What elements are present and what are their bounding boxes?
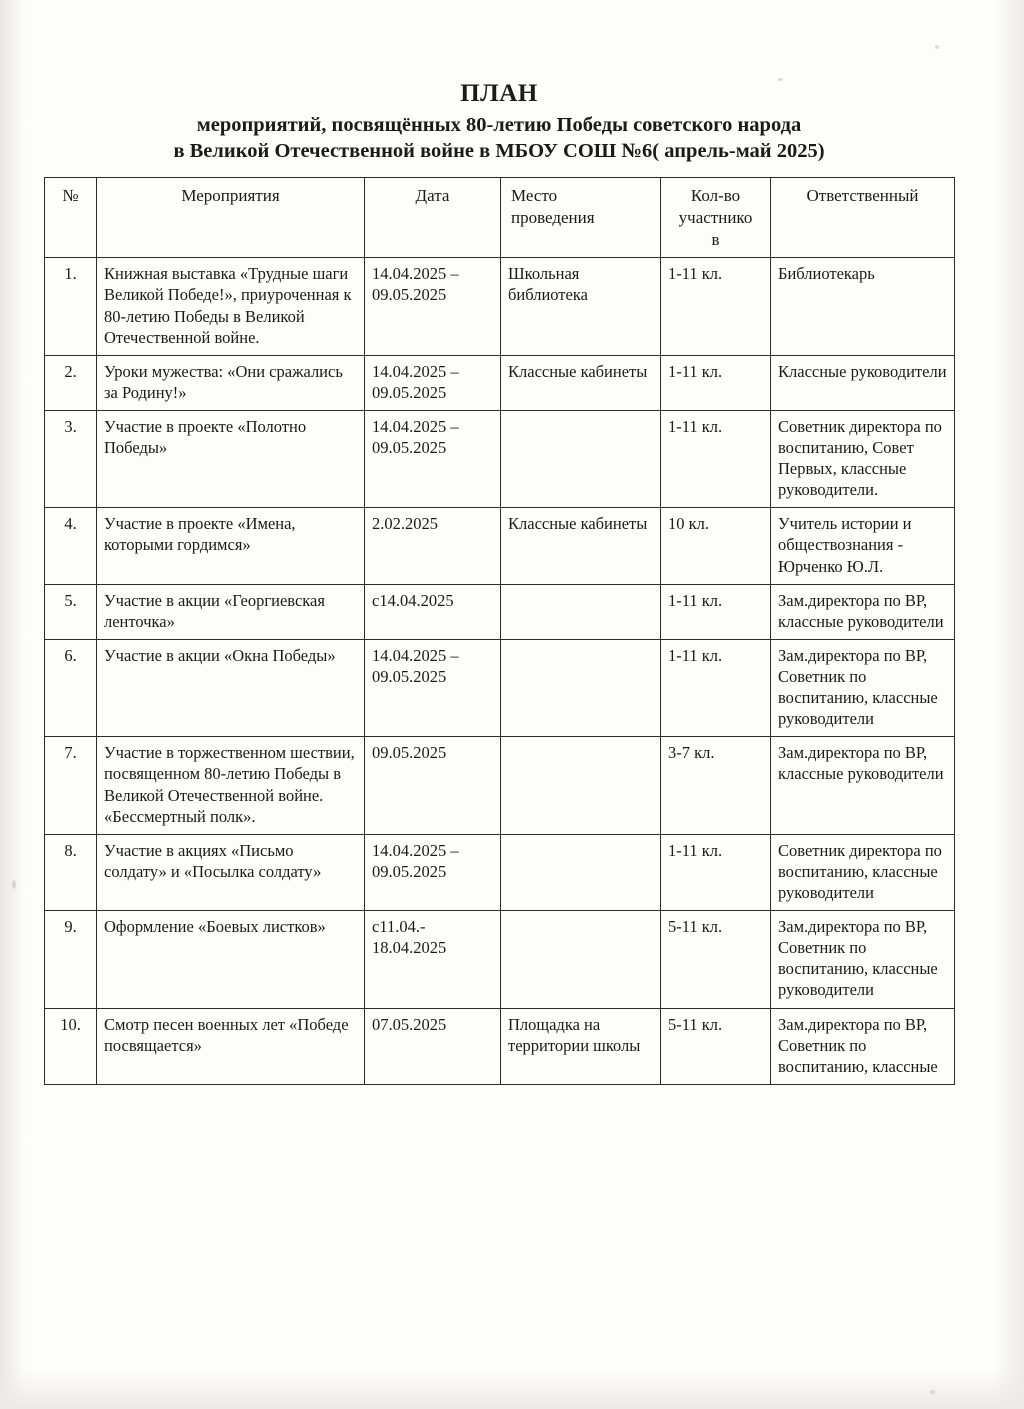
table-row [45,584,955,639]
cell-date: 09.05.2025 [365,737,501,834]
table-row [45,911,955,1008]
column-header-count-line-1: Кол-во [690,186,741,206]
cell-date: 07.05.2025 [365,1008,501,1084]
table-header-row [45,178,955,258]
cell-number: 3. [45,410,97,507]
column-header-place-line-1: Место [511,186,558,206]
table-row [45,737,955,834]
column-header-count [661,178,771,258]
cell-place [501,410,661,507]
page-subtitle-line-2: в Великой Отечественной войне в МБОУ СОШ №6( апрель-май 2025) [173,140,825,163]
cell-responsible: Библиотекарь [771,258,955,355]
cell-date: 2.02.2025 [365,508,501,584]
cell-event: Оформление «Боевых листков» [97,911,365,1008]
cell-event: Смотр песен военных лет «Победе посвящается» [97,1008,365,1084]
column-header-count-line-3: в [711,229,720,249]
cell-number: 8. [45,834,97,910]
cell-count: 1-11 кл. [661,584,771,639]
column-header-event: Мероприятия [97,178,365,258]
cell-place [501,911,661,1008]
cell-place [501,737,661,834]
cell-event: Участие в проекте «Имена, которыми гордимся» [97,508,365,584]
column-header-number: № [45,178,97,258]
cell-place [501,834,661,910]
table-row [45,258,955,355]
cell-date: 14.04.2025 – 09.05.2025 [365,355,501,410]
document-title-block [44,80,954,165]
cell-place: Классные кабинеты [501,355,661,410]
cell-event: Участие в торжественном шествии, посвященном 80-летию Победы в Великой Отечественной войне. «Бессмертный полк». [97,737,365,834]
cell-event: Участие в акции «Окна Победы» [97,639,365,736]
cell-event: Участие в акциях «Письмо солдату» и «Посылка солдату» [97,834,365,910]
cell-count: 1-11 кл. [661,355,771,410]
column-header-place [501,178,661,258]
cell-responsible: Советник директора по воспитанию, классные руководители [771,834,955,910]
cell-responsible: Зам.директора по ВР, Советник по воспитанию, классные руководители [771,639,955,736]
cell-number: 9. [45,911,97,1008]
cell-responsible: Зам.директора по ВР, Советник по воспитанию, классные руководители [771,911,955,1008]
cell-date: с11.04.- 18.04.2025 [365,911,501,1008]
table-row [45,639,955,736]
cell-responsible: Зам.директора по ВР, классные руководители [771,584,955,639]
page-subtitle-line-1: мероприятий, посвящённых 80-летию Победы советского народа [196,113,802,136]
scan-speck [935,45,939,49]
cell-count: 1-11 кл. [661,410,771,507]
table-body [45,258,955,1085]
cell-event: Уроки мужества: «Они сражались за Родину!» [97,355,365,410]
cell-count: 1-11 кл. [661,834,771,910]
scan-speck [12,880,16,889]
column-header-count-line-2: участнико [678,207,753,227]
cell-date: 14.04.2025 – 09.05.2025 [365,639,501,736]
table-row [45,355,955,410]
cell-date: с14.04.2025 [365,584,501,639]
cell-event: Участие в акции «Георгиевская ленточка» [97,584,365,639]
cell-count: 1-11 кл. [661,639,771,736]
column-header-place-line-2: проведения [511,207,595,227]
plan-table [44,177,955,1085]
scan-shadow-right [994,0,1024,1409]
cell-number: 10. [45,1008,97,1084]
cell-place [501,639,661,736]
cell-responsible: Зам.директора по ВР, классные руководители [771,737,955,834]
document-body [44,80,954,1085]
cell-number: 7. [45,737,97,834]
cell-date: 14.04.2025 – 09.05.2025 [365,258,501,355]
cell-number: 4. [45,508,97,584]
cell-responsible: Советник директора по воспитанию, Совет Первых, классные руководители. [771,410,955,507]
cell-event: Книжная выставка «Трудные шаги Великой Победе!», приуроченная к 80-летию Победы в Великой Отечественной войне. [97,258,365,355]
cell-place [501,584,661,639]
cell-number: 1. [45,258,97,355]
cell-count: 10 кл. [661,508,771,584]
table-row [45,410,955,507]
column-header-responsible: Ответственный [771,178,955,258]
cell-count: 5-11 кл. [661,1008,771,1084]
cell-count: 3-7 кл. [661,737,771,834]
cell-event: Участие в проекте «Полотно Победы» [97,410,365,507]
cell-number: 2. [45,355,97,410]
cell-date: 14.04.2025 – 09.05.2025 [365,834,501,910]
scan-shadow-bottom [0,1369,1024,1409]
cell-number: 5. [45,584,97,639]
cell-responsible: Учитель истории и обществознания - Юрченко Ю.Л. [771,508,955,584]
cell-place: Классные кабинеты [501,508,661,584]
cell-responsible: Зам.директора по ВР, Советник по воспитанию, классные [771,1008,955,1084]
cell-date: 14.04.2025 – 09.05.2025 [365,410,501,507]
table-row [45,1008,955,1084]
cell-responsible: Классные руководители [771,355,955,410]
cell-number: 6. [45,639,97,736]
cell-count: 1-11 кл. [661,258,771,355]
table-row [45,508,955,584]
scan-shadow-left [0,0,26,1409]
column-header-date: Дата [365,178,501,258]
cell-count: 5-11 кл. [661,911,771,1008]
cell-place: Площадка на территории школы [501,1008,661,1084]
cell-place: Школьная библиотека [501,258,661,355]
scan-speck [930,1390,935,1394]
table-row [45,834,955,910]
page-title: ПЛАН [460,80,538,107]
